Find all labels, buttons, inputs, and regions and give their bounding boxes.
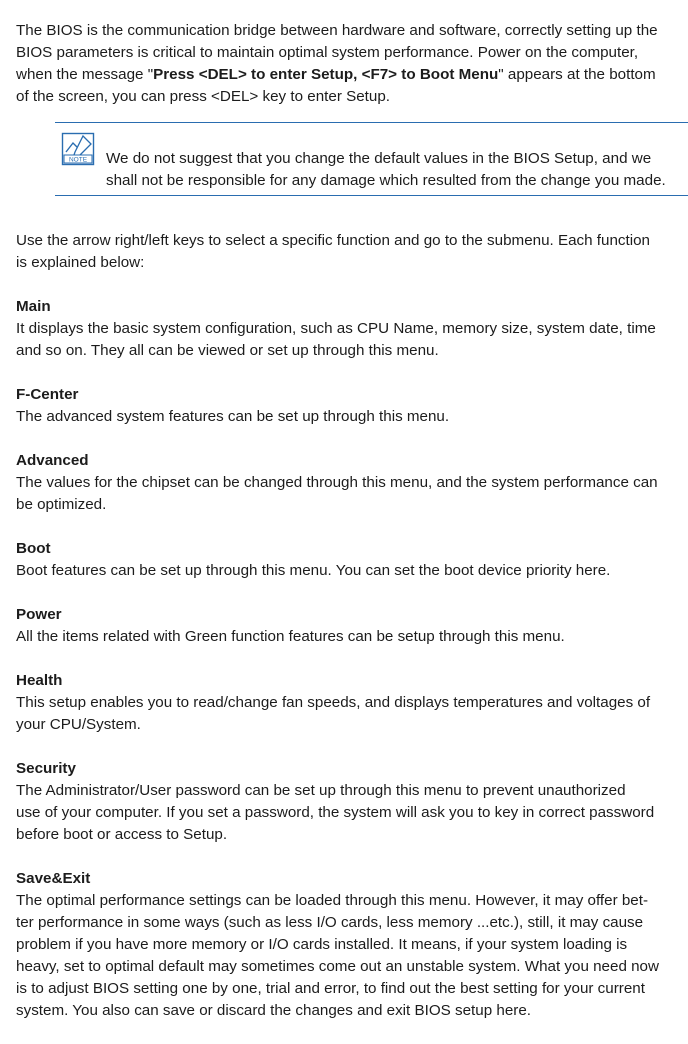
setup-key-message: Press <DEL> to enter Setup, <F7> to Boot Menu <box>153 66 499 83</box>
section-save-exit <box>16 868 688 1022</box>
section-text-line: use of your computer. If you set a password, the system will ask you to key in correct password <box>16 804 655 821</box>
section-text-line: your CPU/System. <box>16 716 141 733</box>
section-text-line: All the items related with Green function features can be setup through this menu. <box>16 628 565 645</box>
section-title: Power <box>16 606 62 623</box>
section-security <box>16 758 688 846</box>
section-title: F-Center <box>16 386 79 403</box>
section-text-line: and so on. They all can be viewed or set up through this menu. <box>16 342 439 359</box>
section-text-line: ter performance in some ways (such as less I/O cards, less memory ...etc.), still, it may cause <box>16 914 644 931</box>
section-text-line: problem if you have more memory or I/O cards installed. It means, if your system loading is <box>16 936 628 953</box>
intro-paragraph <box>16 20 688 108</box>
section-text-line: The advanced system features can be set up through this menu. <box>16 408 450 425</box>
section-power <box>16 604 688 648</box>
section-main <box>16 296 688 362</box>
note-icon <box>61 132 95 166</box>
note-icon-label: NOTE <box>68 156 88 164</box>
section-title: Save&Exit <box>16 870 91 887</box>
lead-line: is explained below: <box>16 254 145 271</box>
section-text-line: system. You also can save or discard the changes and exit BIOS setup here. <box>16 1002 531 1019</box>
section-title: Health <box>16 672 63 689</box>
intro-line: The BIOS is the communication bridge between hardware and software, correctly setting up the <box>16 22 658 39</box>
section-text-line: The values for the chipset can be changed through this menu, and the system performance can <box>16 474 658 491</box>
section-text-line: This setup enables you to read/change fan speeds, and displays temperatures and voltages of <box>16 694 651 711</box>
section-boot <box>16 538 688 582</box>
section-text-line: before boot or access to Setup. <box>16 826 228 843</box>
section-f-center <box>16 384 688 428</box>
section-text-line: It displays the basic system configuration, such as CPU Name, memory size, system date, time <box>16 320 656 337</box>
section-text-line: Boot features can be set up through this menu. You can set the boot device priority here. <box>16 562 611 579</box>
section-text-line: The optimal performance settings can be loaded through this menu. However, it may offer bet- <box>16 892 649 909</box>
section-title: Boot <box>16 540 51 557</box>
section-health <box>16 670 688 736</box>
section-text-line: heavy, set to optimal default may sometimes come out an unstable system. What you need now <box>16 958 659 975</box>
section-title: Main <box>16 298 51 315</box>
note-text <box>106 148 666 192</box>
lead-line: Use the arrow right/left keys to select a specific function and go to the submenu. Each function <box>16 232 651 249</box>
document-page <box>16 20 688 1044</box>
function-sections <box>16 296 688 1022</box>
intro-line: of the screen, you can press <DEL> key to enter Setup. <box>16 88 390 105</box>
section-text-line: The Administrator/User password can be set up through this menu to prevent unauthorized <box>16 782 626 799</box>
intro-line <box>16 64 688 86</box>
note-line: We do not suggest that you change the default values in the BIOS Setup, and we <box>106 150 652 167</box>
note-line: shall not be responsible for any damage which resulted from the change you made. <box>106 172 666 189</box>
lead-paragraph <box>16 230 688 274</box>
section-title: Security <box>16 760 76 777</box>
section-title: Advanced <box>16 452 89 469</box>
intro-line-post: " appears at the bottom <box>498 66 656 83</box>
intro-line-pre: when the message " <box>16 66 154 83</box>
section-text-line: is to adjust BIOS setting one by one, trial and error, to find out the best setting for your current <box>16 980 645 997</box>
section-text-line: be optimized. <box>16 496 107 513</box>
section-advanced <box>16 450 688 516</box>
note-box <box>55 122 688 196</box>
intro-line: BIOS parameters is critical to maintain optimal system performance. Power on the computer, <box>16 44 639 61</box>
